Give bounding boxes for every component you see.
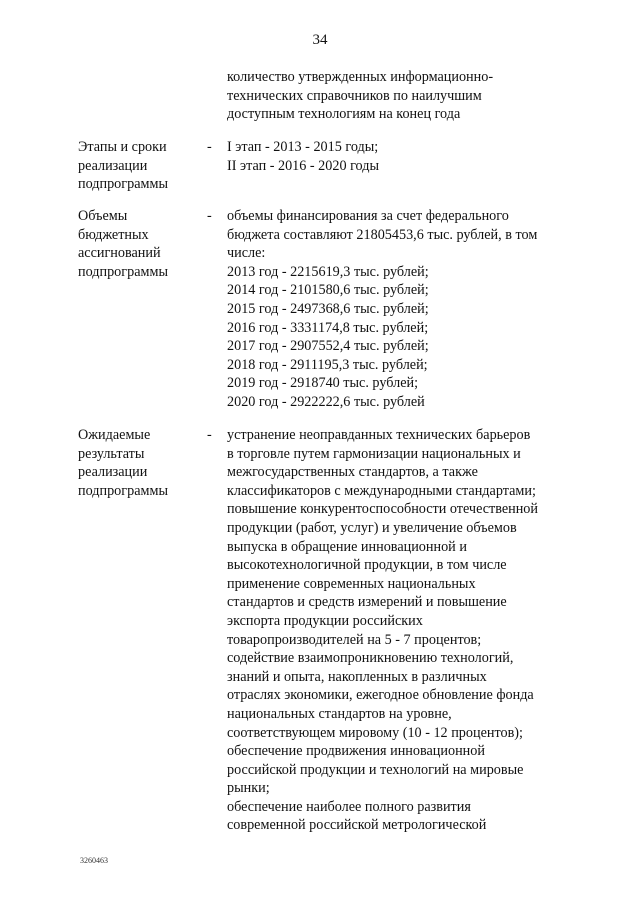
dash-separator: - xyxy=(207,139,212,155)
continuation-text xyxy=(227,68,493,124)
text-line: доступным технологиям на конец года xyxy=(227,106,461,123)
value-funding: объемы финансирования за счет федерального бюджета составляют 21805453,6 тыс. рублей, в том числе: 2013 год - 2215619,3 тыс. рублей; 2014 год - 2101580,6 тыс. рублей; 2015 год - 2497368,6 тыс. рублей; 2016 год - 3331174,8 тыс. рублей; 2017 год - 2907552,4 тыс. рублей; 2018 год - 2911195,3 тыс. рублей; 2019 год - 2918740 тыс. рублей; 2020 год - 2922222,6 тыс. рублей xyxy=(227,208,538,410)
label-funding: Объемы бюджетных ассигнований подпрограммы xyxy=(78,208,168,280)
dash-separator: - xyxy=(207,427,212,443)
label-results: Ожидаемые результаты реализации подпрограммы xyxy=(78,427,168,499)
dash-separator: - xyxy=(207,208,212,224)
page-number: 34 xyxy=(312,32,328,48)
label-stages: Этапы и сроки реализации подпрограммы xyxy=(78,139,168,193)
text-line: количество утвержденных информационно- xyxy=(227,69,494,85)
text-line: технических справочников по наилучшим xyxy=(227,87,482,104)
value-results: устранение неоправданных технических барьеров в торговле путем гармонизации национальных и межгосударственных стандартов, а также классификаторов с международными стандартами; повышение конкурентоспособности отечественной продукции (работ, услуг) и увеличение объемов выпуска в обращение инновационной и высокотехнологичной продукции, в том числе применение современных национальных стандартов и средств измерений и повышение экспорта продукции российских товаропроизводителей на 5 - 7 процентов; содействие взаимопроникновению технологий, знаний и опыта, накопленных в различных отраслях экономики, ежегодное обновление фонда национальных стандартов на уровне, соответствующем мировому (10 - 12 процентов); обеспечение продвижения инновационной российской продукции и технологий на мировые рынки; обеспечение наиболее полного развития современной российской метрологической xyxy=(227,427,538,834)
value-stages: I этап - 2013 - 2015 годы; II этап - 2016 - 2020 годы xyxy=(227,139,379,174)
document-code: 3260463 xyxy=(80,856,108,865)
